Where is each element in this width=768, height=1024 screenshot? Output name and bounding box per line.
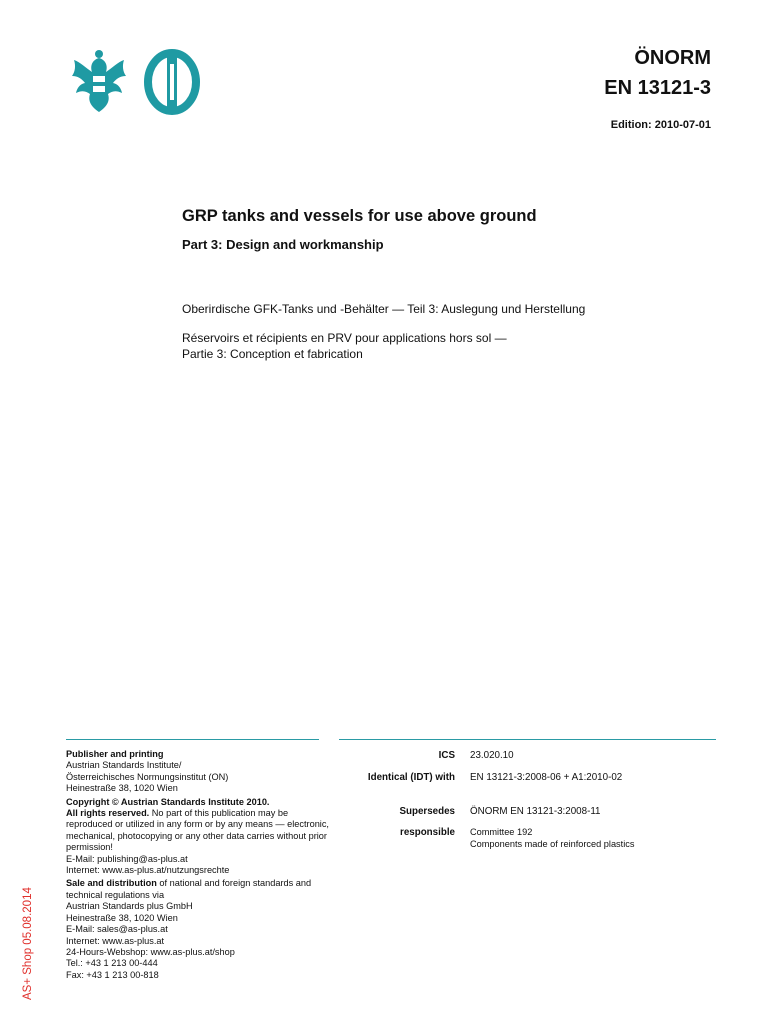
publisher-line: Austrian Standards Institute/ xyxy=(66,760,182,771)
title-german: Oberirdische GFK-Tanks und -Behälter — Teil 3: Auslegung und Herstellung xyxy=(182,302,586,316)
responsible-committee: Committee 192 xyxy=(470,827,533,837)
divider-right xyxy=(339,739,716,740)
sale-line: Heinestraße 38, 1020 Wien xyxy=(66,912,178,923)
austrian-eagle-icon xyxy=(72,50,126,112)
responsible-committee-name: Components made of reinforced plastics xyxy=(470,838,635,849)
sale-line: Fax: +43 1 213 00-818 xyxy=(66,969,159,980)
standard-prefix: ÖNORM xyxy=(634,47,711,69)
meta-label-responsible: responsible xyxy=(400,827,455,838)
document-subtitle: Part 3: Design and workmanship xyxy=(182,237,384,252)
meta-value-supersedes: ÖNORM EN 13121-3:2008-11 xyxy=(470,806,601,817)
shop-stamp: AS+ Shop 05.08.2014 xyxy=(22,887,34,1000)
publisher-line: Österreichisches Normungsinstitut (ON) xyxy=(66,771,229,782)
sale-line: Austrian Standards plus GmbH xyxy=(66,901,193,912)
publisher-block xyxy=(66,749,336,983)
meta-value-responsible xyxy=(470,827,634,850)
meta-label-ics: ICS xyxy=(438,750,455,761)
publisher-internet: Internet: www.as-plus.at/nutzungsrechte xyxy=(66,865,230,876)
copyright-line: Copyright © Austrian Standards Institute 2010. xyxy=(66,796,270,807)
title-french-line-2: Partie 3: Conception et fabrication xyxy=(182,347,363,361)
sale-notice xyxy=(66,878,311,899)
title-french-line-1: Réservoirs et récipients en PRV pour applications hors sol — xyxy=(182,331,507,345)
sale-line: Tel.: +43 1 213 00-444 xyxy=(66,958,158,969)
sale-line: 24-Hours-Webshop: www.as-plus.at/shop xyxy=(66,946,235,957)
logo-group xyxy=(68,46,208,116)
publisher-line: Heinestraße 38, 1020 Wien xyxy=(66,783,178,794)
meta-value-ics: 23.020.10 xyxy=(470,750,514,761)
sale-section xyxy=(66,878,336,981)
sale-text: of national and foreign standards and technical regulations via xyxy=(66,878,312,900)
divider-left xyxy=(66,739,319,740)
meta-label-supersedes: Supersedes xyxy=(399,806,455,817)
sale-line: Internet: www.as-plus.at xyxy=(66,935,165,946)
edition-date: Edition: 2010-07-01 xyxy=(610,119,711,131)
copyright-section xyxy=(66,797,336,877)
sale-line: E-Mail: sales@as-plus.at xyxy=(66,924,168,935)
publisher-section xyxy=(66,749,336,795)
on-monogram-icon xyxy=(148,50,196,114)
publisher-heading: Publisher and printing xyxy=(66,749,164,759)
title-french xyxy=(182,330,507,362)
copyright-text: No part of this publication may be reproduced or utilized in any form or by any means — electronic, mechanical, photocopying or any other data carries without prior permission! xyxy=(66,808,329,853)
document-title: GRP tanks and vessels for use above ground xyxy=(182,207,537,225)
copyright-lead: All rights reserved. xyxy=(66,808,150,819)
standard-number: EN 13121-3 xyxy=(604,77,711,99)
sale-lead: Sale and distribution xyxy=(66,878,157,889)
meta-label-identical: Identical (IDT) with xyxy=(367,772,455,783)
copyright-notice xyxy=(66,808,329,852)
meta-value-identical: EN 13121-3:2008-06 + A1:2010-02 xyxy=(470,772,623,783)
publisher-email: E-Mail: publishing@as-plus.at xyxy=(66,853,188,864)
